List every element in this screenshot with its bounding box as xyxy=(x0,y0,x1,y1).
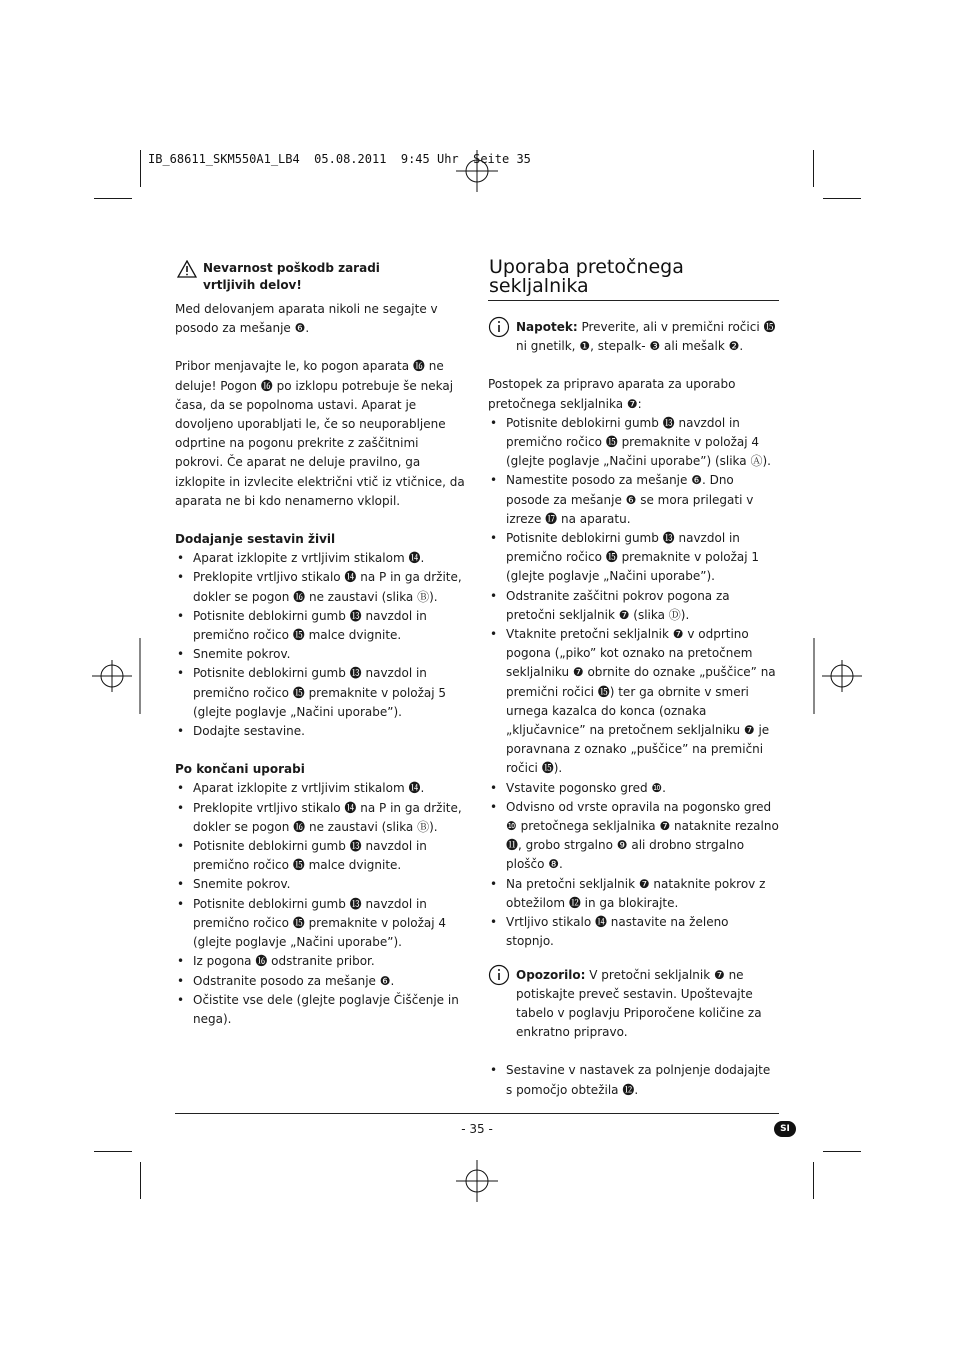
list-item: • Snemite pokrov. xyxy=(175,645,467,664)
caution-block xyxy=(488,966,779,1043)
crop-mark xyxy=(813,150,814,187)
title-rule xyxy=(488,300,779,301)
caution-label: Opozorilo: xyxy=(516,967,586,982)
registration-mark-bottom xyxy=(456,1160,498,1202)
page-number: - 35 - xyxy=(461,1122,493,1136)
list-item: • Očistite vse dele (glejte poglavje Čiščenje in nega). xyxy=(175,991,467,1029)
list-item: • Aparat izklopite z vrtljivim stikalom ⓮. xyxy=(175,779,467,798)
crop-mark xyxy=(94,1151,132,1152)
list-item: • Potisnite deblokirni gumb ⓭ navzdol in premično ročico ⓯ malce dvignite. xyxy=(175,837,467,875)
crop-mark xyxy=(823,1151,861,1152)
list-item: • Sestavine v nastavek za polnjenje dodajajte s pomočjo obtežila ⓬. xyxy=(488,1061,779,1099)
registration-mark-left xyxy=(92,638,148,714)
paragraph: Pribor menjavajte le, ko pogon aparata ⓰ ne deluje! Pogon ⓰ po izklopu potrebuje še nekaj časa, da se popolnoma ustavi. Aparat je dovoljeno uporabljati le, če so neuporabljene odprtine na pogonu prekrite z zaščitnimi pokrovi. Če aparat ne deluje pravilno, ga izklopite in izvlecite električni vtič iz vtičnice, da aparata ne bi kdo nenamerno vklopil. xyxy=(175,359,465,508)
bullet-list xyxy=(488,414,779,952)
bullet-list xyxy=(175,779,467,1029)
warning-text: Med delovanjem aparata nikoli ne segajte v posodo za mešanje ❻. xyxy=(175,302,438,336)
list-item: • Potisnite deblokirni gumb ⓭ navzdol in premično ročico ⓯ premaknite v položaj 5 (glejte poglavje „Načini uporabe”). xyxy=(175,664,467,722)
right-column xyxy=(488,318,779,1100)
list-item: • Odstranite zaščitni pokrov pogona za pretočni sekljalnik ❼ (slika Ⓓ). xyxy=(488,587,779,625)
note-label: Napotek: xyxy=(516,320,578,334)
list-item: • Iz pogona ⓰ odstranite pribor. xyxy=(175,952,467,971)
intro-text: Postopek za pripravo aparata za uporabo pretočnega sekljalnika ❼: xyxy=(488,377,736,411)
list-item: • Aparat izklopite z vrtljivim stikalom ⓮. xyxy=(175,549,467,568)
warning-triangle-icon xyxy=(177,260,197,278)
list-item: • Potisnite deblokirni gumb ⓭ navzdol in premično ročico ⓯ malce dvignite. xyxy=(175,607,467,645)
caution-text: V pretočni sekljalnik ❼ ne potiskajte preveč sestavin. Upoštevajte tabelo v poglavju Priporočene količine za enkratno pripravo. xyxy=(516,967,762,1040)
page-title-line: Uporaba pretočnega xyxy=(489,256,684,278)
crop-mark xyxy=(94,198,132,199)
warning-title: Nevarnost poškodb zaradi xyxy=(203,261,380,275)
language-badge: SI xyxy=(774,1121,796,1137)
list-item: • Preklopite vrtljivo stikalo ⓮ na P in ga držite, dokler se pogon ⓰ ne zaustavi (slika Ⓑ). xyxy=(175,568,467,606)
page-title-line: sekljalnika xyxy=(489,275,589,297)
list-item: • Vstavite pogonsko gred ❿. xyxy=(488,779,779,798)
info-icon xyxy=(488,316,510,338)
crop-mark xyxy=(140,1162,141,1199)
list-item: • Snemite pokrov. xyxy=(175,875,467,894)
crop-mark xyxy=(140,150,141,187)
list-item: • Vtaknite pretočni sekljalnik ❼ v odprtino pogona („piko” kot oznako na pretočnem sekljalniku ❼ obrnite do oznake „puščice” na premični ročici ⓯) ter ga obrnite v smeri urnega kazalca do konca (oznaka „ključavnice” na pretočnem sekljalniku ❼ je poravnana z oznako „puščice” na premični ročici ⓯). xyxy=(488,625,779,779)
list-item: • Namestite posodo za mešanje ❻. Dno posode za mešanje ❻ se mora prilegati v izreze ⓱ na aparatu. xyxy=(488,471,779,529)
note-text: Preverite, ali v premični ročici ⓯ ni gnetilk, ❶, stepalk- ❸ ali mešalk ❷. xyxy=(516,320,776,354)
list-item: • Dodajte sestavine. xyxy=(175,722,467,741)
list-item: • Potisnite deblokirni gumb ⓭ navzdol in premično ročico ⓯ premaknite v položaj 1 (glejte poglavje „Načini uporabe”). xyxy=(488,529,779,587)
section-title: Po končani uporabi xyxy=(175,762,305,777)
list-item: • Potisnite deblokirni gumb ⓭ navzdol in premično ročico ⓯ premaknite v položaj 4 (glejte poglavje „Načini uporabe”). xyxy=(175,895,467,953)
bullet-list xyxy=(488,1061,779,1099)
section-title: Dodajanje sestavin živil xyxy=(175,532,336,547)
crop-mark xyxy=(823,198,861,199)
list-item: • Potisnite deblokirni gumb ⓭ navzdol in premično ročico ⓯ premaknite v položaj 4 (glejte poglavje „Načini uporabe”) (slika Ⓐ). xyxy=(488,414,779,472)
list-item: • Odvisno od vrste opravila na pogonsko gred ❿ pretočnega sekljalnika ❼ nataknite rezalno ⓫, grobo strgalno ❾ ali drobno strgalno ploščo ❽. xyxy=(488,798,779,875)
page-title xyxy=(489,258,779,296)
left-column xyxy=(175,260,467,1029)
list-item: • Na pretočni sekljalnik ❼ nataknite pokrov z obtežilom ⓬ in ga blokirajte. xyxy=(488,875,779,913)
info-icon xyxy=(488,964,510,986)
print-slug: IB_68611_SKM550A1_LB4 05.08.2011 9:45 Uhr Seite 35 xyxy=(148,152,531,166)
list-item: • Odstranite posodo za mešanje ❻. xyxy=(175,972,467,991)
registration-mark-right xyxy=(806,638,862,714)
list-item: • Preklopite vrtljivo stikalo ⓮ na P in ga držite, dokler se pogon ⓰ ne zaustavi (slika Ⓑ). xyxy=(175,799,467,837)
warning-title: vrtljivih delov! xyxy=(203,278,302,292)
crop-mark xyxy=(813,1162,814,1199)
bullet-list xyxy=(175,549,467,741)
note-block xyxy=(488,318,779,356)
warning-block xyxy=(175,260,467,294)
list-item: • Vrtljivo stikalo ⓮ nastavite na želeno stopnjo. xyxy=(488,913,779,951)
footer-rule xyxy=(175,1113,779,1114)
